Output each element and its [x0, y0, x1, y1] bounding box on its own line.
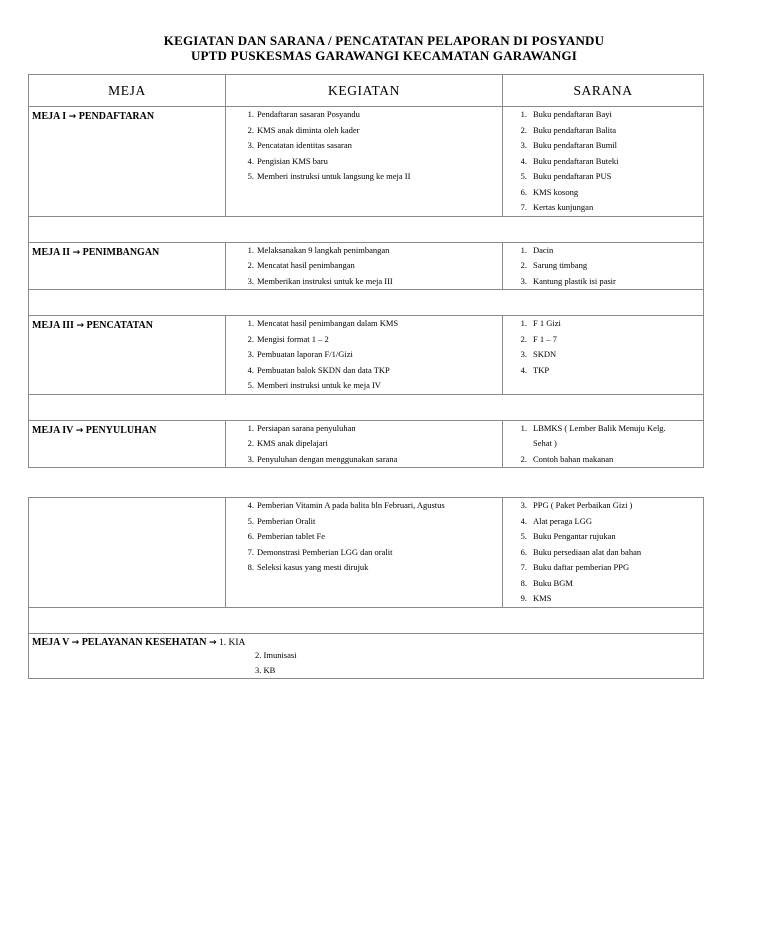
meja-v-item: 2. Imunisasi: [255, 649, 297, 660]
list-item: [503, 560, 703, 576]
item-text: Demonstrasi Pemberian LGG dan oralit: [257, 546, 393, 557]
meja-topic: PENIMBANGAN: [82, 246, 160, 258]
arrow-icon: →: [71, 637, 80, 648]
item-number: 3.: [247, 349, 254, 359]
list-item: [226, 529, 502, 545]
list-item: [226, 123, 502, 139]
item-number: 1.: [247, 422, 254, 433]
item-text: Memberikan instruksi untuk ke meja III: [257, 275, 393, 286]
sarana-list: [503, 243, 703, 290]
item-text: Memberi instruksi untuk ke meja IV: [257, 380, 381, 390]
list-item: [226, 514, 502, 530]
item-text: Buku Pengantar rujukan: [533, 531, 616, 541]
list-item: [226, 452, 502, 468]
item-text: Buku pendaftaran Bumil: [533, 140, 618, 150]
meja-cell: [29, 316, 226, 395]
item-text: Buku persediaan alat dan bahan: [533, 546, 642, 557]
sarana-cell: [503, 420, 704, 468]
item-text: Contoh bahan makanan: [533, 453, 614, 464]
sarana-cell: [503, 242, 704, 290]
list-item: [503, 452, 703, 468]
item-text: Buku pendaftaran PUS: [533, 171, 612, 181]
item-text: Pemberian Oralit: [257, 515, 316, 526]
item-text: TKP: [533, 364, 550, 375]
meja-label: MEJA I: [32, 111, 67, 122]
meja-v-label: MEJA V: [32, 636, 70, 648]
item-number: 6.: [520, 186, 527, 197]
meja-v-list: [32, 648, 703, 678]
item-text: Pemberian tablet Fe: [257, 531, 325, 541]
sarana-cell: [503, 107, 704, 217]
list-item: [503, 576, 703, 592]
kegiatan-cell: [226, 498, 503, 608]
item-number: 5.: [247, 171, 254, 181]
meja-v-item: 1. KIA: [219, 637, 246, 648]
list-item: [503, 363, 703, 379]
list-item: [503, 154, 703, 170]
item-number: 7.: [520, 202, 527, 212]
item-text: Persiapan sarana penyuluhan: [257, 422, 356, 433]
item-text: Penyuluhan dengan menggunakan sarana: [257, 453, 398, 464]
item-text: Pencatatan identitas sasaran: [257, 140, 352, 150]
kegiatan-list: [226, 316, 502, 394]
list-item: [226, 421, 502, 437]
item-number: 1.: [520, 109, 527, 119]
item-text: Kantung plastik isi pasir: [533, 275, 616, 286]
arrow-icon: →: [72, 247, 81, 258]
table-row: [29, 107, 704, 217]
spacer-cell: [29, 216, 704, 242]
item-text: Mencatat hasil penimbangan: [257, 260, 355, 270]
item-number: 2.: [520, 260, 527, 270]
list-item: [503, 258, 703, 274]
kegiatan-list: [226, 498, 502, 576]
item-text: Sarung timbang: [533, 260, 588, 270]
sarana-cell: [503, 316, 704, 395]
list-item: [503, 123, 703, 139]
item-number: 2.: [247, 260, 254, 270]
item-number: 5.: [247, 380, 254, 390]
activities-table-continued: [28, 497, 704, 679]
item-number: 4.: [520, 364, 527, 375]
table-row: [29, 498, 704, 608]
item-number: 2.: [520, 333, 527, 344]
item-text: Alat peraga LGG: [533, 515, 593, 526]
item-number: 3.: [520, 349, 527, 359]
item-text: Mengisi format 1 – 2: [257, 333, 329, 344]
list-item: [226, 363, 502, 379]
meja-label: MEJA IV: [32, 424, 74, 436]
table-row: [29, 420, 704, 468]
meja-v-cell: [29, 633, 704, 678]
arrow-icon: →: [76, 321, 84, 331]
list-item: [503, 274, 703, 290]
document-title-line-2: UPTD PUSKESMAS GARAWANGI KECAMATAN GARAWANGI: [190, 48, 578, 63]
item-text: F 1 Gizi: [533, 318, 561, 328]
arrow-icon: →: [208, 637, 217, 648]
item-number: 4.: [247, 500, 254, 510]
item-text: Buku BGM: [533, 577, 573, 588]
item-text: KMS anak dipelajari: [257, 438, 328, 448]
item-text: KMS kosong: [533, 186, 579, 197]
meja-v-row: [29, 633, 704, 678]
header-kegiatan: KEGIATAN: [226, 75, 503, 107]
item-number: 7.: [520, 562, 527, 572]
sarana-list: [503, 421, 703, 468]
item-number: 3.: [247, 275, 254, 286]
list-item: [503, 332, 703, 348]
item-text: PPG ( Paket Perbaikan Gizi ): [533, 500, 633, 510]
list-item: [503, 169, 703, 185]
item-number: 3.: [520, 500, 527, 510]
item-text: Pengisian KMS baru: [257, 155, 328, 166]
item-text: Pendaftaran sasaran Posyandu: [257, 109, 360, 119]
list-item: [226, 545, 502, 561]
list-item: [226, 107, 502, 123]
header-meja: MEJA: [29, 75, 226, 107]
arrow-icon: →: [68, 112, 77, 122]
item-number: 4.: [247, 155, 254, 166]
item-number: 8.: [520, 577, 527, 588]
list-item: [503, 421, 703, 437]
item-number: 6.: [247, 531, 254, 541]
meja-topic: PENYULUHAN: [85, 424, 157, 436]
spacer-cell: [29, 394, 704, 420]
list-item: [503, 243, 703, 259]
kegiatan-list: [226, 243, 502, 290]
item-text: Buku pendaftaran Bayi: [533, 109, 612, 119]
item-number: 5.: [520, 531, 527, 541]
list-item: [226, 560, 502, 576]
item-text: Mencatat hasil penimbangan dalam KMS: [257, 318, 399, 328]
item-number: 2.: [247, 333, 254, 344]
list-item: [226, 138, 502, 154]
item-number: 9.: [520, 593, 527, 603]
meja-topic: PENDAFTARAN: [78, 111, 155, 122]
kegiatan-cell: [226, 242, 503, 290]
item-text: F 1 – 7: [533, 333, 557, 344]
list-item: [226, 316, 502, 332]
list-item: [503, 347, 703, 363]
meja-v-topic: PELAYANAN KESEHATAN: [81, 636, 207, 648]
list-item: [226, 498, 502, 514]
item-number: 2.: [520, 124, 527, 135]
item-number: 1.: [247, 318, 254, 328]
item-text: Dacin: [533, 244, 554, 255]
item-number: 1.: [520, 244, 527, 255]
meja-cell-empty: [29, 498, 226, 608]
list-item: [503, 185, 703, 201]
item-text: Seleksi kasus yang mesti dirujuk: [257, 562, 369, 572]
item-number: 4.: [520, 155, 527, 166]
kegiatan-cell: [226, 316, 503, 395]
list-item: [503, 107, 703, 123]
table-row: [29, 242, 704, 290]
sarana-list: [503, 316, 703, 378]
list-item: [226, 347, 502, 363]
list-item: [226, 436, 502, 452]
meja-label: MEJA II: [32, 246, 71, 258]
item-text: KMS: [533, 593, 552, 603]
list-item: [226, 154, 502, 170]
list-item: [226, 332, 502, 348]
sarana-cell: [503, 498, 704, 608]
item-number: 1.: [520, 422, 527, 433]
list-item: [503, 498, 703, 514]
item-number: 5.: [247, 515, 254, 526]
meja-cell: [29, 242, 226, 290]
item-text: Sehat ): [533, 438, 557, 448]
item-text: Buku pendaftaran Buteki: [533, 155, 619, 166]
item-number: 7.: [247, 546, 254, 557]
list-item: [503, 545, 703, 561]
kegiatan-list: [226, 421, 502, 468]
item-text: LBMKS ( Lember Balik Menuju Kelg.: [533, 422, 666, 433]
list-item: [226, 169, 502, 185]
item-number: 1.: [247, 244, 254, 255]
sarana-list: [503, 498, 703, 607]
item-text: SKDN: [533, 349, 557, 359]
item-number: 2.: [247, 124, 254, 135]
kegiatan-list: [226, 107, 502, 185]
item-number: 3.: [247, 453, 254, 464]
item-text: Buku daftar pemberian PPG: [533, 562, 630, 572]
item-text: Buku pendaftaran Balita: [533, 124, 617, 135]
spacer-row: [29, 607, 704, 633]
meja-v-item: 3. KB: [255, 664, 276, 675]
item-text: Memberi instruksi untuk langsung ke meja II: [257, 171, 411, 181]
list-item: [503, 316, 703, 332]
kegiatan-cell: [226, 420, 503, 468]
spacer-row: [29, 216, 704, 242]
meja-label: MEJA III: [32, 320, 74, 331]
spacer-row: [29, 290, 704, 316]
item-text: Melaksanakan 9 langkah penimbangan: [257, 244, 390, 255]
item-number: 2.: [520, 453, 527, 464]
item-number: 3.: [247, 140, 254, 150]
document-title-line-1: KEGIATAN DAN SARANA / PENCATATAN PELAPORAN DI POSYANDU: [163, 33, 605, 48]
item-text: KMS anak diminta oleh kader: [257, 124, 360, 135]
list-item: [226, 243, 502, 259]
sarana-list: [503, 107, 703, 216]
arrow-icon: →: [75, 425, 84, 436]
list-item: [226, 258, 502, 274]
list-item: [226, 274, 502, 290]
list-item: [503, 138, 703, 154]
item-number: 6.: [520, 546, 527, 557]
item-text: Pembuatan balok SKDN dan data TKP: [257, 364, 390, 375]
spacer-cell: [29, 290, 704, 316]
list-item: [503, 436, 703, 452]
item-number: 3.: [520, 275, 527, 286]
spacer-row: [29, 394, 704, 420]
item-number: 3.: [520, 140, 527, 150]
item-number: 2.: [247, 438, 254, 448]
item-text: Pembuatan laporan F/1/Gizi: [257, 349, 353, 359]
kegiatan-cell: [226, 107, 503, 217]
item-number: 5.: [520, 171, 527, 181]
item-number: 4.: [247, 364, 254, 375]
list-item: [503, 514, 703, 530]
item-number: 1.: [520, 318, 527, 328]
list-item: [503, 200, 703, 216]
meja-cell: [29, 420, 226, 468]
item-number: 4.: [520, 515, 527, 526]
header-sarana: SARANA: [503, 75, 704, 107]
meja-topic: PENCATATAN: [86, 320, 153, 331]
list-item: [226, 378, 502, 394]
item-text: Pemberian Vitamin A pada balita bln Februari, Agustus: [257, 500, 445, 510]
activities-table: [28, 74, 704, 468]
list-item: [503, 591, 703, 607]
list-item: [503, 529, 703, 545]
meja-cell: [29, 107, 226, 217]
table-row: [29, 316, 704, 395]
item-number: 1.: [247, 109, 254, 119]
item-text: Kertas kunjungan: [533, 202, 594, 212]
item-number: 8.: [247, 562, 254, 572]
table-header-row: [29, 75, 704, 107]
